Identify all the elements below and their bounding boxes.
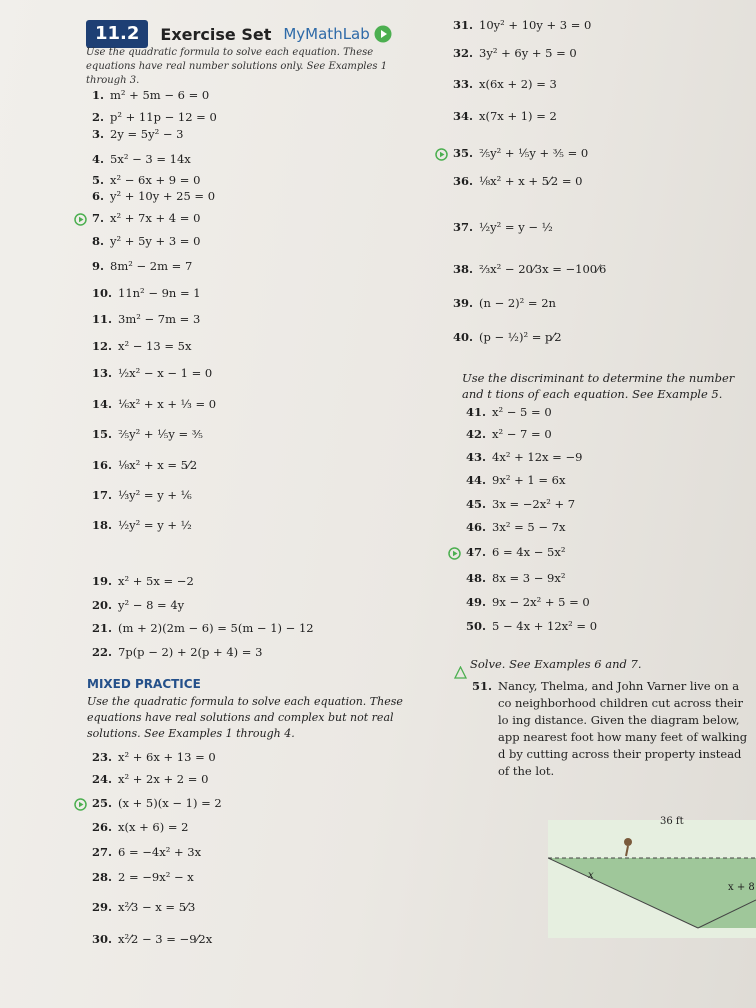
exercise-equation: x²⁄3 − x = 5⁄3 bbox=[118, 900, 196, 914]
discriminant-exercise-item bbox=[466, 571, 565, 585]
right-exercise-item bbox=[453, 262, 606, 276]
exercise-number: 37. bbox=[453, 220, 474, 234]
exercise-equation: ⅖y² + ⅕y + ⅗ = 0 bbox=[479, 146, 589, 160]
video-play-icon[interactable] bbox=[74, 798, 87, 811]
right-exercise-item bbox=[453, 174, 582, 188]
exercise-equation: x² + 7x + 4 = 0 bbox=[110, 211, 201, 225]
exercise-number: 4. bbox=[92, 152, 105, 166]
exercise-equation: 6 = 4x − 5x² bbox=[492, 545, 566, 559]
exercise-number: 22. bbox=[92, 645, 113, 659]
exercise-number: 1. bbox=[92, 88, 105, 102]
exercise-number: 30. bbox=[92, 932, 113, 946]
discriminant-exercise-item bbox=[466, 595, 590, 609]
left-exercise-item bbox=[92, 152, 191, 166]
exercise-number: 3. bbox=[92, 127, 105, 141]
exercise-number: 17. bbox=[92, 488, 113, 502]
exercise-equation: x²⁄2 − 3 = −9⁄2x bbox=[118, 932, 213, 946]
exercise-number: 26. bbox=[92, 820, 113, 834]
right-exercise-item bbox=[453, 220, 553, 234]
discriminant-exercise-item bbox=[466, 520, 565, 534]
video-play-icon[interactable] bbox=[74, 213, 87, 226]
exercise-equation: 11n² − 9n = 1 bbox=[118, 286, 201, 300]
exercise-equation: m² + 5m − 6 = 0 bbox=[110, 88, 210, 102]
left-exercise-item bbox=[92, 366, 212, 380]
right-exercise-item bbox=[453, 109, 557, 123]
exercise-equation: x² + 5x = −2 bbox=[118, 574, 194, 588]
left-exercise-item bbox=[92, 88, 209, 102]
discriminant-exercise-item bbox=[466, 497, 575, 511]
left-exercise-item bbox=[92, 286, 201, 300]
exercise-equation: 2y = 5y² − 3 bbox=[110, 127, 184, 141]
mixed-exercise-item bbox=[92, 845, 201, 859]
left-exercise-item bbox=[92, 427, 203, 441]
problem-51-diagram bbox=[548, 816, 756, 938]
exercise-number: 24. bbox=[92, 772, 113, 786]
exercise-equation: ⅛x² + x + 5⁄2 = 0 bbox=[479, 174, 583, 188]
exercise-equation: 6 = −4x² + 3x bbox=[118, 845, 202, 859]
exercise-equation: 9x² + 1 = 6x bbox=[492, 473, 566, 487]
exercise-number: 29. bbox=[92, 900, 113, 914]
left-exercise-item bbox=[92, 211, 200, 225]
exercise-equation: x² + 6x + 13 = 0 bbox=[118, 750, 216, 764]
exercise-equation: (p − ½)² = p⁄2 bbox=[479, 330, 562, 344]
left-exercise-item bbox=[92, 598, 184, 612]
exercise-equation: ⅙x² + x + ⅓ = 0 bbox=[118, 397, 217, 411]
discriminant-exercise-item bbox=[466, 427, 552, 441]
exercise-equation: x² + 2x + 2 = 0 bbox=[118, 772, 209, 786]
exercise-number: 34. bbox=[453, 109, 474, 123]
figure-left-label: x bbox=[588, 870, 594, 881]
intro-text: Use the quadratic formula to solve each equation. These equations have real number solutions only. See Examples 1 through 3. bbox=[86, 47, 388, 86]
left-exercise-item bbox=[92, 397, 216, 411]
exercise-equation: 2 = −9x² − x bbox=[118, 870, 194, 884]
exercise-number: 5. bbox=[92, 173, 105, 187]
exercise-number: 16. bbox=[92, 458, 113, 472]
exercise-number: 48. bbox=[466, 571, 487, 585]
mixed-exercise-item bbox=[92, 870, 194, 884]
exercise-number: 43. bbox=[466, 450, 487, 464]
play-icon bbox=[374, 25, 392, 43]
exercise-number: 27. bbox=[92, 845, 113, 859]
warning-triangle-icon bbox=[454, 666, 467, 679]
exercise-number: 49. bbox=[466, 595, 487, 609]
brand-label: MyMathLab bbox=[283, 25, 370, 43]
left-exercise-item bbox=[92, 458, 197, 472]
exercise-equation: x(7x + 1) = 2 bbox=[479, 109, 557, 123]
exercise-number: 6. bbox=[92, 189, 105, 203]
exercise-number: 2. bbox=[92, 110, 105, 124]
right-exercise-item bbox=[453, 77, 557, 91]
exercise-equation: 9x − 2x² + 5 = 0 bbox=[492, 595, 590, 609]
exercise-number: 15. bbox=[92, 427, 113, 441]
left-exercise-item bbox=[92, 645, 262, 659]
exercise-equation: ⅛x² + x = 5⁄2 bbox=[118, 458, 198, 472]
exercise-equation: 8m² − 2m = 7 bbox=[110, 259, 193, 273]
exercise-number: 44. bbox=[466, 473, 487, 487]
section-number-badge: 11.2 bbox=[86, 20, 148, 48]
exercise-equation: y² + 10y + 25 = 0 bbox=[110, 189, 216, 203]
left-exercise-item bbox=[92, 173, 200, 187]
solve-heading: Solve. See Examples 6 and 7. bbox=[470, 657, 642, 671]
exercise-equation: x(6x + 2) = 3 bbox=[479, 77, 557, 91]
exercise-equation: 3x² = 5 − 7x bbox=[492, 520, 566, 534]
section-title: Exercise Set bbox=[160, 24, 272, 44]
discriminant-exercise-item bbox=[466, 405, 552, 419]
video-play-icon[interactable] bbox=[448, 547, 461, 560]
exercise-number: 46. bbox=[466, 520, 487, 534]
left-exercise-item bbox=[92, 518, 192, 532]
exercise-number: 12. bbox=[92, 339, 113, 353]
exercise-equation: 3m² − 7m = 3 bbox=[118, 312, 201, 326]
exercise-number: 45. bbox=[466, 497, 487, 511]
exercise-equation: p² + 11p − 12 = 0 bbox=[110, 110, 217, 124]
exercise-equation: 10y² + 10y + 3 = 0 bbox=[479, 18, 592, 32]
exercise-number: 13. bbox=[92, 366, 113, 380]
exercise-number: 19. bbox=[92, 574, 113, 588]
figure-right-label: x + 8 bbox=[728, 882, 755, 893]
exercise-equation: ½y² = y + ½ bbox=[118, 518, 192, 532]
discriminant-exercise-item bbox=[466, 545, 565, 559]
left-exercise-item bbox=[92, 127, 183, 141]
exercise-equation: 8x = 3 − 9x² bbox=[492, 571, 566, 585]
exercise-number: 35. bbox=[453, 146, 474, 160]
exercise-equation: ½x² − x − 1 = 0 bbox=[118, 366, 213, 380]
exercise-number: 7. bbox=[92, 211, 105, 225]
exercise-equation: (x + 5)(x − 1) = 2 bbox=[118, 796, 222, 810]
exercise-number: 42. bbox=[466, 427, 487, 441]
exercise-number: 21. bbox=[92, 621, 113, 635]
exercise-equation: (n − 2)² = 2n bbox=[479, 296, 556, 310]
left-exercise-item bbox=[92, 574, 194, 588]
discriminant-exercise-item bbox=[466, 473, 565, 487]
mixed-exercise-item bbox=[92, 900, 195, 914]
exercise-equation: x² − 7 = 0 bbox=[492, 427, 552, 441]
exercise-number: 8. bbox=[92, 234, 105, 248]
left-exercise-item bbox=[92, 110, 217, 124]
exercise-number: 32. bbox=[453, 46, 474, 60]
exercise-equation: x² − 5 = 0 bbox=[492, 405, 552, 419]
problem-51-number-row bbox=[472, 679, 498, 693]
discriminant-exercise-item bbox=[466, 619, 597, 633]
mixed-exercise-item bbox=[92, 932, 212, 946]
exercise-equation: ½y² = y − ½ bbox=[479, 220, 553, 234]
exercise-equation: 7p(p − 2) + 2(p + 4) = 3 bbox=[118, 645, 263, 659]
exercise-number: 11. bbox=[92, 312, 113, 326]
left-exercise-item bbox=[92, 189, 215, 203]
exercise-number: 14. bbox=[92, 397, 113, 411]
exercise-equation: ⅖y² + ⅕y = ⅗ bbox=[118, 427, 203, 441]
mixed-exercise-item bbox=[92, 796, 222, 810]
discriminant-exercise-item bbox=[466, 450, 582, 464]
problem-51-number: 51. bbox=[472, 679, 493, 693]
exercise-equation: 3x = −2x² + 7 bbox=[492, 497, 576, 511]
exercise-number: 40. bbox=[453, 330, 474, 344]
lot-diagram bbox=[548, 820, 756, 938]
exercise-number: 23. bbox=[92, 750, 113, 764]
discriminant-intro: Use the discriminant to determine the number and t tions of each equation. See Example 5. bbox=[462, 371, 735, 401]
left-exercise-item bbox=[92, 621, 314, 635]
exercise-equation: x² − 6x + 9 = 0 bbox=[110, 173, 201, 187]
exercise-number: 33. bbox=[453, 77, 474, 91]
left-exercise-item bbox=[92, 312, 200, 326]
exercise-number: 41. bbox=[466, 405, 487, 419]
exercise-number: 9. bbox=[92, 259, 105, 273]
mixed-practice-heading: MIXED PRACTICE bbox=[87, 677, 201, 691]
left-exercise-item bbox=[92, 234, 200, 248]
exercise-number: 28. bbox=[92, 870, 113, 884]
video-play-icon[interactable] bbox=[435, 148, 448, 161]
exercise-equation: x² − 13 = 5x bbox=[118, 339, 192, 353]
exercise-number: 25. bbox=[92, 796, 113, 810]
exercise-number: 10. bbox=[92, 286, 113, 300]
exercise-equation: y² + 5y + 3 = 0 bbox=[110, 234, 201, 248]
exercise-equation: ⅓y² = y + ⅙ bbox=[118, 488, 192, 502]
exercise-number: 31. bbox=[453, 18, 474, 32]
left-exercise-item bbox=[92, 488, 192, 502]
mixed-exercise-item bbox=[92, 820, 189, 834]
exercise-number: 50. bbox=[466, 619, 487, 633]
left-exercise-item bbox=[92, 339, 191, 353]
exercise-number: 36. bbox=[453, 174, 474, 188]
exercise-number: 38. bbox=[453, 262, 474, 276]
exercise-equation: 3y² + 6y + 5 = 0 bbox=[479, 46, 577, 60]
exercise-equation: x(x + 6) = 2 bbox=[118, 820, 189, 834]
right-exercise-item bbox=[453, 146, 588, 160]
mixed-exercise-item bbox=[92, 772, 208, 786]
problem-51-text: Nancy, Thelma, and John Varner live on a co neighborhood children cut across their lo ing distance. Given the diagram below, app nearest foot how many feet of walking d by cutting across their property instead of the lot. bbox=[498, 679, 748, 778]
exercise-number: 18. bbox=[92, 518, 113, 532]
right-exercise-item bbox=[453, 46, 577, 60]
left-exercise-item bbox=[92, 259, 192, 273]
exercise-equation: y² − 8 = 4y bbox=[118, 598, 185, 612]
exercise-equation: (m + 2)(2m − 6) = 5(m − 1) − 12 bbox=[118, 621, 314, 635]
exercise-equation: 5 − 4x + 12x² = 0 bbox=[492, 619, 598, 633]
right-exercise-item bbox=[453, 296, 556, 310]
mixed-practice-intro: Use the quadratic formula to solve each equation. These equations have real solutions and complex but not real solutions. See Examples 1 through 4. bbox=[87, 695, 403, 740]
right-exercise-item bbox=[453, 18, 591, 32]
exercise-number: 39. bbox=[453, 296, 474, 310]
walker-icon bbox=[624, 838, 632, 846]
exercise-equation: ⅔x² − 20⁄3x = −100⁄6 bbox=[479, 262, 607, 276]
exercise-number: 47. bbox=[466, 545, 487, 559]
exercise-equation: 4x² + 12x = −9 bbox=[492, 450, 583, 464]
figure-top-label: 36 ft bbox=[660, 816, 684, 827]
exercise-number: 20. bbox=[92, 598, 113, 612]
exercise-equation: 5x² − 3 = 14x bbox=[110, 152, 191, 166]
mixed-exercise-item bbox=[92, 750, 216, 764]
right-exercise-item bbox=[453, 330, 562, 344]
